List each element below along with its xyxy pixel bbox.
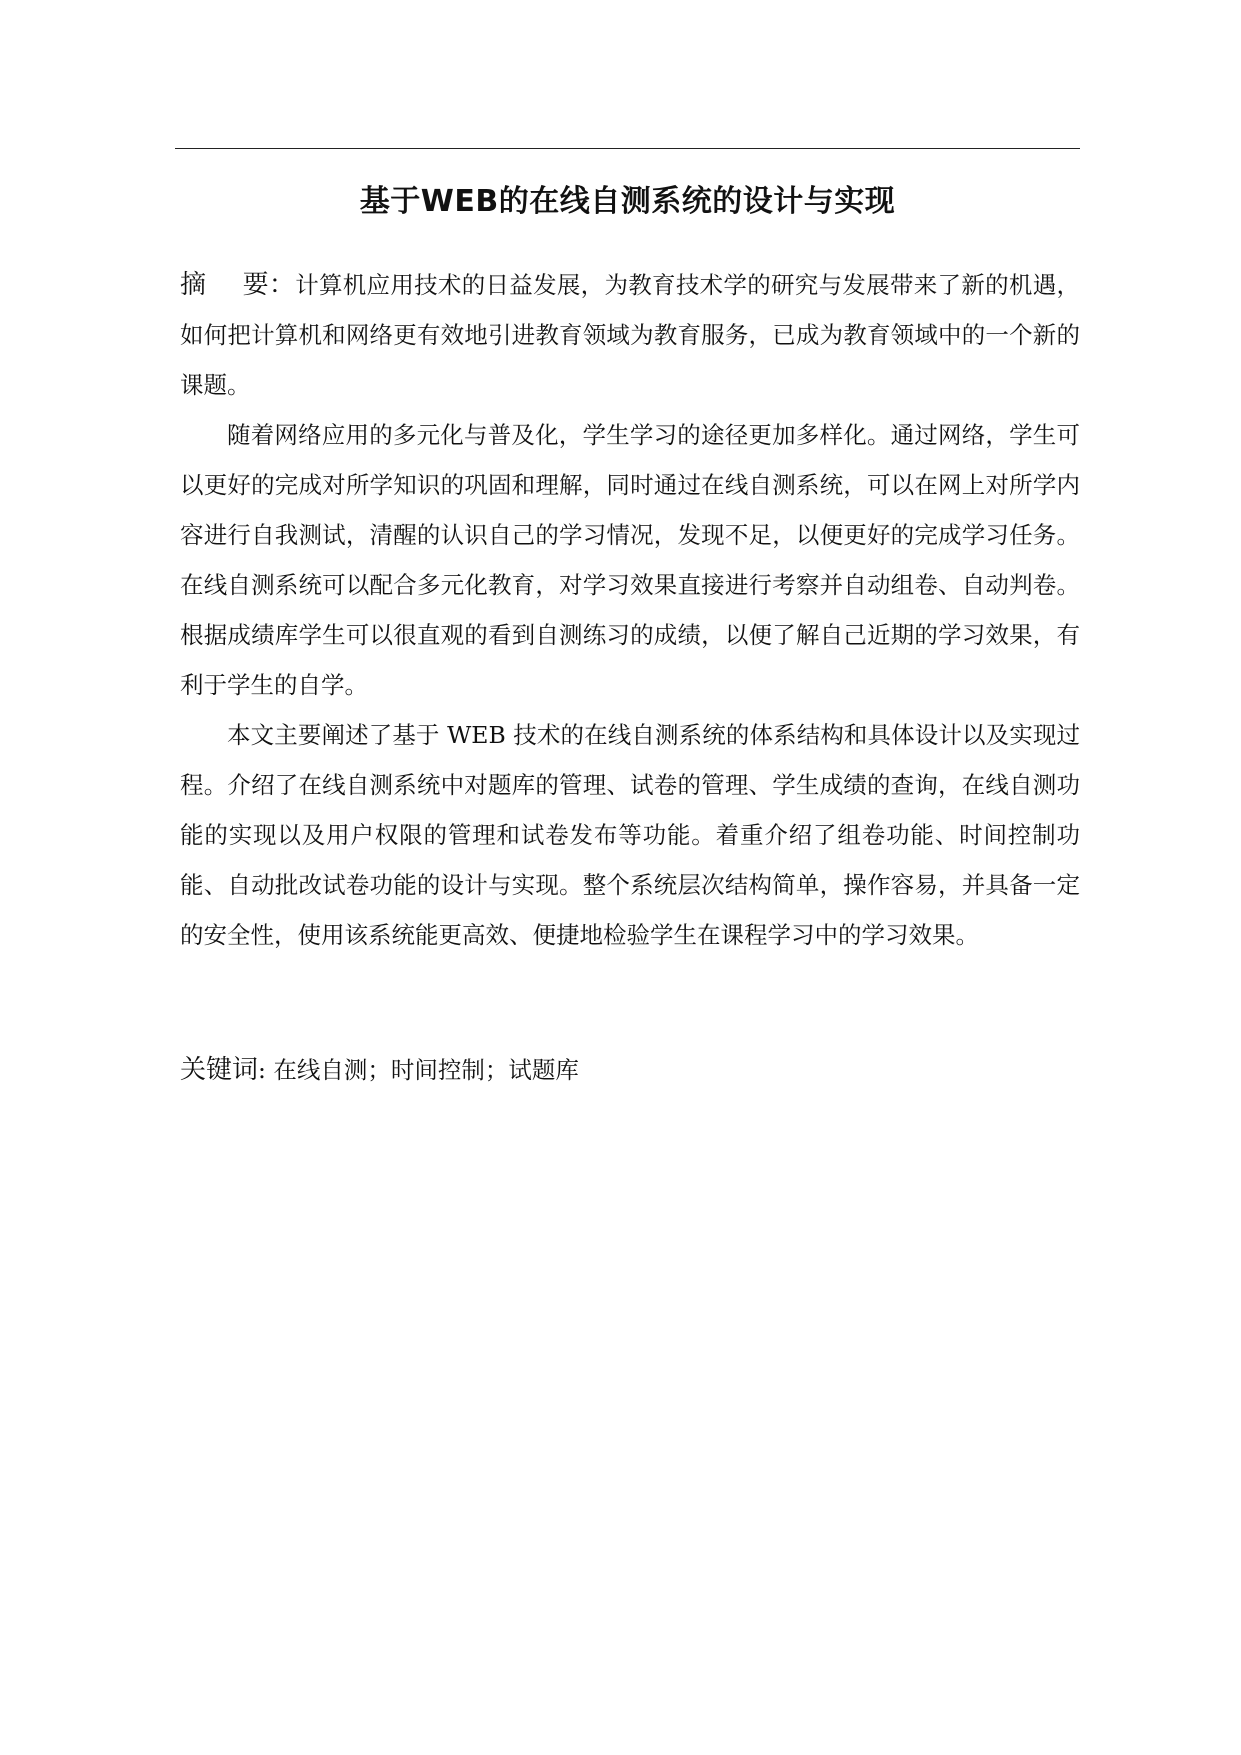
abstract-paragraph-3: 本文主要阐述了基于 WEB 技术的在线自测系统的体系结构和具体设计以及实现过程。介绍了在线自测系统中对题库的管理、试卷的管理、学生成绩的查询，在线自测功能的实现以及用户权限的管理和试卷发布等功能。着重介绍了组卷功能、时间控制功能、自动批改试卷功能的设计与实现。整个系统层次结构简单，操作容易，并具备一定的安全性，使用该系统能更高效、便捷地检验学生在课程学习中的学习效果。 [180,721,1080,949]
keywords-value: 在线自测；时间控制；试题库 [273,1056,579,1084]
page-title: 基于WEB的在线自测系统的设计与实现 [359,184,896,219]
abstract-paragraph-1 [180,260,1080,410]
abstract-label: 摘 要： [180,270,296,300]
header-rule [175,148,1080,149]
abstract-paragraph-2: 随着网络应用的多元化与普及化，学生学习的途径更加多样化。通过网络，学生可以更好的完成对所学知识的巩固和理解，同时通过在线自测系统，可以在网上对所学内容进行自我测试，清醒的认识自己的学习情况，发现不足，以便更好的完成学习任务。在线自测系统可以配合多元化教育，对学习效果直接进行考察并自动组卷、自动判卷。根据成绩库学生可以很直观的看到自测练习的成绩，以便了解自己近期的学习效果，有利于学生的自学。 [180,421,1080,699]
abstract-text: 计算机应用技术的日益发展，为教育技术学的研究与发展带来了新的机遇，如何把计算机和网络更有效地引进教育领域为教育服务，已成为教育领域中的一个新的课题。 [180,271,1080,399]
abstract-section [180,260,1080,960]
keywords-label: 关键词 [180,1055,259,1085]
keywords-line [180,1050,1080,1090]
keywords-separator: : [258,1056,266,1084]
